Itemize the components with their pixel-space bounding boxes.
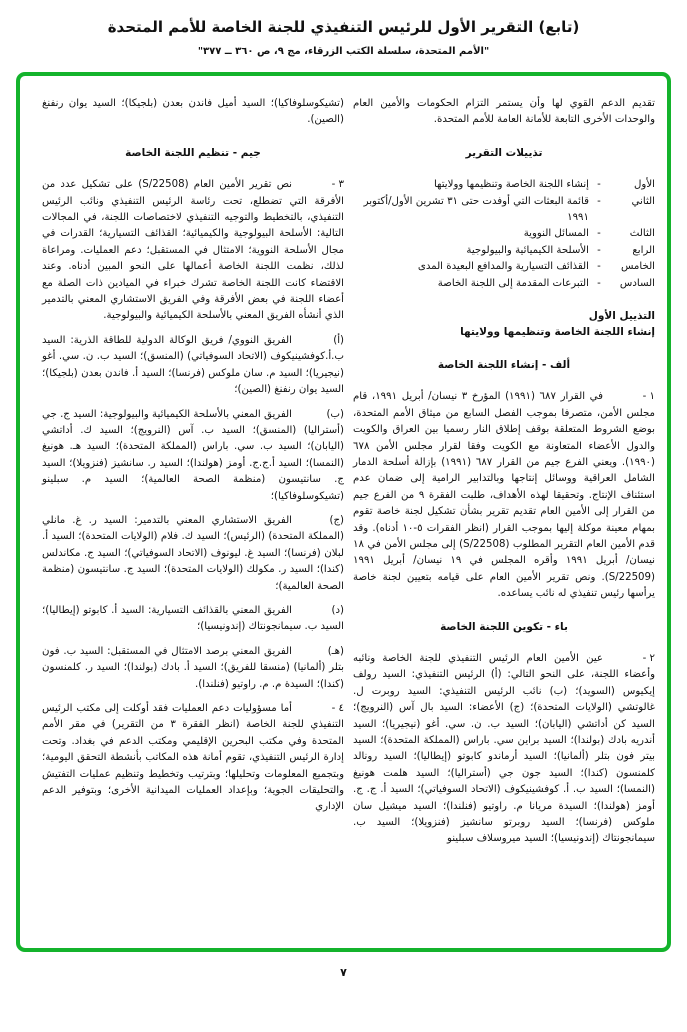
- annex-ordinal: الثاني: [631, 195, 655, 207]
- team-item: [42, 603, 344, 636]
- paragraph-3: [42, 177, 344, 325]
- paragraph-2: [353, 651, 655, 848]
- annex-dash: -: [597, 244, 601, 256]
- team-item: [42, 513, 344, 595]
- annex-title: القذائف التسيارية والمدافع البعيدة المدى: [417, 261, 589, 273]
- annex-item: [353, 276, 655, 292]
- paragraph-number: ٢ -: [642, 652, 655, 664]
- right-column: [353, 96, 655, 848]
- team-label: (هـ): [327, 645, 344, 657]
- team-text: الفريق الاستشاري المعني بالتدمير: السيد ر. غ. مانلي (المملكة المتحدة) (الرئيس)؛ السيد ك. فلام (الولايات المتحدة)؛ السيد أ. لبلان (فرنسا)؛ السيد غ. ليونوف (الاتحاد السوفياتي)؛ السيد ج. مكاندلس (كندا)؛ السيد ر. مكولك (الولايات المتحدة)؛ السيد ج. سانتيسون (منظمة الصحة العالمية)؛: [42, 514, 344, 592]
- paragraph-text: نص تقرير الأمين العام (S/22508) على تشكيل عدد من الأفرقة التي تضطلع، تحت رئاسة الرئيس التنفيذي ونائب الرئيس التنفيذي، بالتخطيط والتوجيه التنفيذي لاختصاصات اللجنة، في المجالات التالية: الأسلحة البيولوجية والكيميائية؛ القذائف التسيارية؛ القدرات في مجال الأسلحة النووية؛ الامتثال في المستقبل؛ دعم العمليات. ومراعاة لذلك، نظمت اللجنة الخاصة أعمالها على النحو المبين أدناه. وعند الاقتضاء كانت اللجنة الخاصة تشرك خبراء في الميادين ذات الصلة مع أعضاء اللجنة في بعض الأفرقة وفي الفريق الاستشاري المعني بالتدمير الذي أنشأه الفريق المعني بالأسلحة الكيميائية والبيولوجية.: [42, 179, 344, 322]
- paragraph-number: ١ -: [642, 391, 655, 403]
- content-frame: [16, 72, 671, 952]
- annex-item: [353, 194, 655, 227]
- team-label: (د): [331, 604, 344, 616]
- team-item: [42, 644, 344, 693]
- annex-dash: -: [597, 195, 601, 207]
- annex1-label: التذييل الأول: [588, 310, 655, 323]
- paragraph-text: أما مسؤوليات دعم العمليات فقد أوكلت إلى مكتب الرئيس التنفيذي للجنة الخاصة (انظر الفقرة ٣ من التقرير) في مقر الأمم المتحدة وفي مكتب البحرين الإقليمي ومكتب الدعم في بغداد. وتحت إدارة الرئيس التنفيذي، تقوم أمانة هذه المكاتب بأنشطة التحقق اليومية؛ وبتجميع المعلومات وتحليلها؛ وبترتيب وتخطيط وتنظيم عمليات التفتيش والتحليقات الجوية؛ وبإعداد العمليات الميدانية الأخرى؛ وبتوفير الدعم الإداري: [42, 703, 344, 813]
- paragraph-4: [42, 701, 344, 816]
- annex-ordinal: السادس: [619, 277, 655, 289]
- section-b-heading: باء - تكوين اللجنة الخاصة: [440, 620, 568, 633]
- annex-title: المسائل النووية: [523, 228, 589, 240]
- annex-title: قائمة البعثات التي أوفدت حتى ٣١ تشرين الأول/أكتوبر ١٩٩١: [363, 195, 589, 224]
- annex-dash: -: [597, 179, 601, 191]
- team-label: (ج): [329, 514, 344, 526]
- team-text: الفريق النووي/ فريق الوكالة الدولية للطاقة الذرية: السيد ب.أ.كوفشينيكوف (الاتحاد السوفياتي) (المنسق)؛ السيد ب. ن. سي. أغو (نيجيريا)؛ السيد م. سان ملوكس (فرنسا)؛ السيد أ. فاندن بعدن (بلجيكا)؛ السيد يوان رنفنغ (الصين)؛: [42, 334, 344, 396]
- intro-paragraph: تقديم الدعم القوي لها وأن يستمر التزام الحكومات والأمين العام والوحدات الأخرى التابعة للأمانة العامة للأمم المتحدة.: [353, 98, 655, 126]
- document-title: (تابع) التقرير الأول للرئيس التنفيذي للجنة الخاصة للأمم المتحدة: [107, 18, 580, 36]
- paragraph-1: [353, 389, 655, 602]
- paragraph-number: ٣ -: [331, 179, 345, 191]
- team-item: [42, 407, 344, 505]
- team-label: (ب): [326, 408, 344, 420]
- annexes-list: [353, 177, 655, 292]
- annex-ordinal: الثالث: [629, 228, 655, 240]
- annex1-title: إنشاء اللجنة الخاصة وتنظيمها وولايتها: [460, 326, 655, 339]
- paragraph-text: عين الأمين العام الرئيس التنفيذي للجنة الخاصة ونائبه وأعضاء اللجنة، على النحو التالي: (أ) الرئيس التنفيذي: السيد رولف إيكيوس (السويد)؛ (ب) نائب الرئيس التنفيذي: السيد روبرت ل. غالوتشي (الولايات المتحدة)؛ (ج) الأعضاء: السيد بال آس (النرويج)؛ السيد كن أداتشي (اليابان)؛ السيد ب. ن. سي. أغو (نيجيريا)؛ السيد أندريه بادك (بولندا)؛ السيد براين سي. باراس (المملكة المتحدة)؛ السيد بيتر فون بتلر (ألمانيا)؛ السيد أرماندو كابوتو (إيطاليا)؛ السيد رونالد كلمنسون (كندا)؛ السيد جون جي (أستراليا)؛ السيد هلمت هونيغ (النمسا)؛ السيد ب. أ. كوفشينيكوف (الاتحاد السوفياتي)؛ السيد أ. ج. ج. أومز (هولندا)؛ السيدة مريانا م. راوتيو (فنلندا)؛ السيد ميشيل سان ملوكس (فرنسا)؛ السيد روبرتو سانشيز (فنزويلا)؛ السيد ب. سيمانجونتاك (إندونيسيا)؛ السيد ميروسلاف سبلينو: [353, 652, 655, 845]
- annex-item: [353, 259, 655, 275]
- continuation-text: (تشيكوسلوفاكيا)؛ السيد أميل فاندن بعدن (بلجيكا)؛ السيد يوان رنفنغ (الصين).: [42, 98, 344, 126]
- annex-ordinal: الخامس: [620, 261, 655, 273]
- annex-item: [353, 243, 655, 259]
- team-text: الفريق المعني برصد الامتثال في المستقبل: السيد ب. فون بتلر (ألمانيا) (منسقا للفريق)؛ السيد أ. بادك (بولندا)؛ السيد ر. كلمنسون (كندا)؛ السيدة م. م. راوتيو (فنلندا).: [42, 645, 344, 690]
- section-c-heading: جيم - تنظيم اللجنة الخاصة: [125, 146, 261, 159]
- annex-dash: -: [597, 261, 601, 273]
- document-source: "الأمم المتحدة، سلسلة الكتب الزرقاء، مج ٩، ص ٣٦٠ ــ ٣٧٧": [197, 46, 490, 57]
- team-text: الفريق المعني بالأسلحة الكيميائية والبيولوجية: السيد ج. جي (أستراليا) (المنسق)؛ السيد ب. آس (النرويج)؛ السيد ك. أداتشي (اليابان)؛ السيد ب. سي. باراس (المملكة المتحدة)؛ السيد هـ. هونيغ (النمسا)؛ السيد أ.ج.ج. أومز (هولندا)؛ السيد ر. سانشيز (فنزويلا)؛ السيد ج. سانتيسون (منظمة الصحة العالمية)؛ السيد م. سبلينو (تشيكوسلوفاكيا)؛: [42, 408, 344, 502]
- team-item: [42, 333, 344, 399]
- team-label: (أ): [333, 334, 344, 346]
- annex-title: الأسلحة الكيميائية والبيولوجية: [466, 244, 589, 256]
- annex-dash: -: [597, 228, 601, 240]
- paragraph-text: في القرار ٦٨٧ (١٩٩١) المؤرخ ٣ نيسان/ أبريل ١٩٩١، قام مجلس الأمن، متصرفا بموجب الفصل السابع من ميثاق الأمم المتحدة، بوضع الشروط المتعلقة بوقف إطلاق النار رسميا بين العراق والكويت والدول الأعضاء المتعاونة مع الكويت وفقا لقرار مجلس الأمن ٦٧٨ (١٩٩٠). ويعني الفرع جيم من القرار ٦٨٧ (١٩٩١) بإزالة أسلحة الدمار الشامل العراقية ووسائل إنتاجها وبالتدابير الرامية إلى ضمان عدم استئناف الإنتاج. وتحقيقا لهذه الأهداف، طلبت الفقرة ٩ من الفرع جيم من القرار إلى الأمين العام تقديم تقرير بشأن تشكيل لجنة خاصة تقوم بمهام معينة موكلة إليها بموجب القرار (انظر الفقرات ٥-١٠ أدناه). وقد قدم الأمين العام التقرير المطلوب (S/22508) إلى مجلس الأمن في ١٨ نيسان/ أبريل ١٩٩١ وأقره المجلس في ١٩ نيسان/ أبريل ١٩٩١ (S/22509). ونص تقرير الأمين العام على قيامه بتعيين لجنة خاصة يرأسها رئيس تنفيذي له نائب يساعده.: [353, 391, 655, 600]
- annex-item: [353, 177, 655, 193]
- annex-item: [353, 226, 655, 242]
- paragraph-number: ٤ -: [331, 703, 344, 714]
- annex-ordinal: الرابع: [632, 244, 655, 256]
- annex-title: التبرعات المقدمة إلى اللجنة الخاصة: [437, 277, 589, 289]
- annex-title: إنشاء اللجنة الخاصة وتنظيمها وولايتها: [433, 179, 589, 191]
- annexes-heading: تذييلات التقرير: [465, 146, 543, 159]
- section-a-heading: ألف - إنشاء اللجنة الخاصة: [437, 358, 571, 371]
- annex-dash: -: [597, 277, 601, 289]
- left-column: [42, 96, 344, 816]
- annex-ordinal: الأول: [634, 179, 655, 191]
- page-number: ٧: [340, 966, 347, 979]
- team-text: الفريق المعني بالقذائف التسيارية: السيد أ. كابوتو (إيطاليا)؛ السيد ب. سيمانجونتاك (إندونيسيا)؛: [42, 604, 344, 633]
